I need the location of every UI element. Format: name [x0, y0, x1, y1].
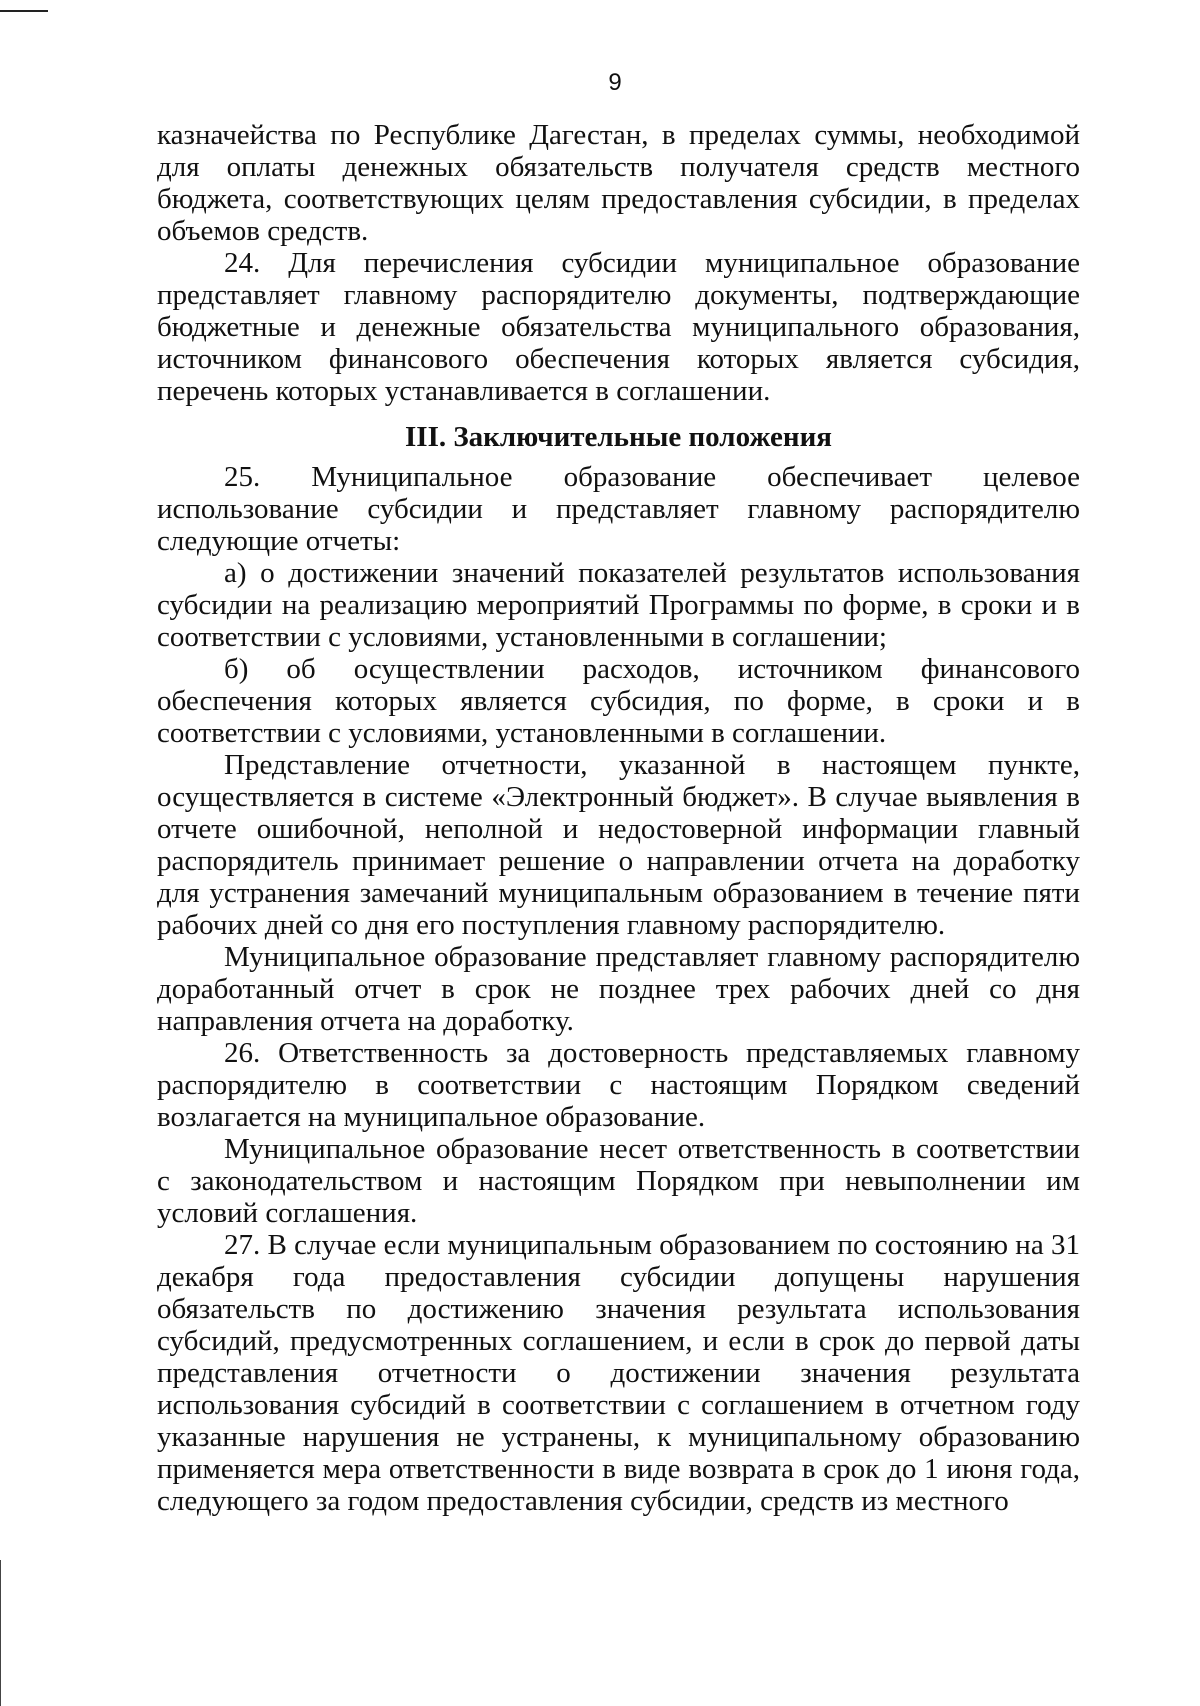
paragraph-clause-24: 24. Для перечисления субсидии муниципальное образование представляет главному распорядителю документы, подтверждающие бюджетные и денежные обязательства муниципального образования, источником финансового обеспечения которых является субсидия, перечень которых устанавливается в соглашении. — [157, 247, 1080, 407]
paragraph-revised-report: Муниципальное образование представляет главному распорядителю доработанный отчет в срок не позднее трех рабочих дней со дня направления отчета на доработку. — [157, 941, 1080, 1037]
paragraph-item-a: а) о достижении значений показателей результатов использования субсидии на реализацию мероприятий Программы по форме, в сроки и в соответствии с условиями, установленными в соглашении; — [157, 557, 1080, 653]
document-body — [157, 119, 1080, 1517]
paragraph-item-b: б) об осуществлении расходов, источником финансового обеспечения которых является субсидия, по форме, в сроки и в соответствии с условиями, установленными в соглашении. — [157, 653, 1080, 749]
paragraph-reporting: Представление отчетности, указанной в настоящем пункте, осуществляется в системе «Электронный бюджет». В случае выявления в отчете ошибочной, неполной и недостоверной информации главный распорядитель принимает решение о направлении отчета на доработку для устранения замечаний муниципальным образованием в течение пяти рабочих дней со дня его поступления главному распорядителю. — [157, 749, 1080, 941]
section-heading: III. Заключительные положения — [405, 421, 832, 453]
paragraph-liability: Муниципальное образование несет ответственность в соответствии с законодательством и настоящим Порядком при невыполнении им условий соглашения. — [157, 1133, 1080, 1229]
page-number: 9 — [608, 69, 622, 96]
scan-edge-mark — [0, 1560, 1, 1706]
paragraph-continuation: казначейства по Республике Дагестан, в пределах суммы, необходимой для оплаты денежных обязательств получателя средств местного бюджета, соответствующих целям предоставления субсидии, в пределах объемов средств. — [157, 119, 1080, 247]
scan-corner-mark — [0, 10, 48, 12]
paragraph-clause-27: 27. В случае если муниципальным образованием по состоянию на 31 декабря года предоставления субсидии допущены нарушения обязательств по достижению значения результата использования субсидий, предусмотренных соглашением, и если в срок до первой даты представления отчетности о достижении значения результата использования субсидий в соответствии с соглашением в отчетном году указанные нарушения не устранены, к муниципальному образованию применяется мера ответственности в виде возврата в срок до 1 июня года, следующего за годом предоставления субсидии, средств из местного — [157, 1229, 1080, 1517]
paragraph-clause-26: 26. Ответственность за достоверность представляемых главному распорядителю в соответствии с настоящим Порядком сведений возлагается на муниципальное образование. — [157, 1037, 1080, 1133]
paragraph-clause-25: 25. Муниципальное образование обеспечивает целевое использование субсидии и представляет главному распорядителю следующие отчеты: — [157, 461, 1080, 557]
